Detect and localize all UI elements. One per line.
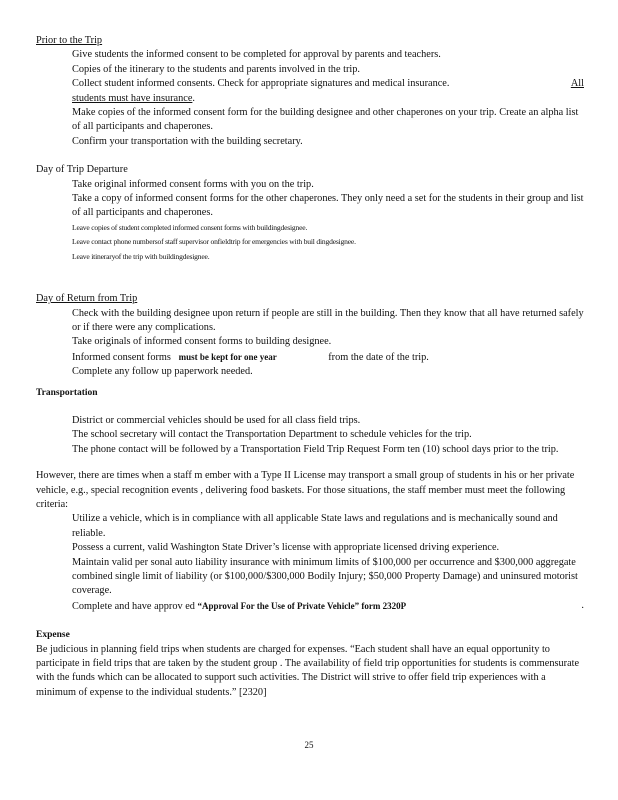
kept-emphasis: must be kept for one year (178, 351, 277, 362)
list-item: Informed consent forms must be kept for one year from the date of the trip. (72, 351, 429, 363)
list-item: Maintain valid per sonal auto liability insurance with minimum limits of $100,000 per occurrence and $300,000 aggregate combined single limit of liability (or $100,000/$300,000 Bodily Injury; $50,000 Property Damage) and uninsured motorist coverage. (72, 556, 578, 597)
transportation-list (36, 414, 584, 457)
list-item: District or commercial vehicles should be used for all class field trips. (72, 414, 361, 426)
prior-list (36, 48, 584, 149)
insurance-note: All (570, 78, 584, 90)
document-page (36, 34, 584, 700)
return-list (36, 307, 584, 380)
transportation-heading: Transportation (36, 387, 98, 398)
list-item: Collect student informed consents. Check for appropriate signatures and medical insurance. All students must have insurance. (72, 78, 584, 104)
approval-form-name: “Approval For the Use of Private Vehicle” form 2320P (197, 600, 407, 611)
list-item: Give students the informed consent to be completed for approval by parents and teachers. (72, 49, 441, 61)
list-item: Confirm your transportation with the building secretary. (72, 135, 303, 147)
list-item: Leave contact phone numbersof staff supervisor onfieldtrip for emergencies with buil dingdesignee. (72, 237, 356, 247)
departure-heading: Day of Trip Departure (36, 164, 128, 176)
list-item: Utilize a vehicle, which is in compliance with all applicable State laws and regulations and is mechanically sound and reliable. (72, 513, 558, 539)
page-number: 25 (304, 740, 314, 750)
list-item: Make copies of the informed consent form for the building designee and other chaperones on your trip. Create an alpha list of all participants and chaperones. (72, 107, 579, 133)
departure-small-list (36, 221, 584, 264)
list-item: Leave copies of student completed informed consent forms with buildingdesignee. (72, 222, 308, 232)
departure-list (36, 178, 584, 221)
return-heading: Day of Return from Trip (36, 293, 138, 305)
criteria-list (36, 512, 584, 614)
list-item: Complete any follow up paperwork needed. (72, 366, 253, 378)
prior-heading: Prior to the Trip (36, 35, 103, 46)
list-item: The school secretary will contact the Transportation Department to schedule vehicles for the trip. (72, 429, 472, 441)
list-item: Leave itineraryof the trip with buildingdesignee. (72, 251, 210, 261)
list-item: Check with the building designee upon return if people are still in the building. Then they know that all have returned safely or if there were any complications. (72, 307, 584, 333)
list-item: Complete and have approv ed “Approval For the Use of Private Vehicle” form 2320P . (72, 599, 584, 612)
list-item: Possess a current, valid Washington State Driver’s license with appropriate licensed driving experience. (72, 542, 500, 554)
list-item: Take a copy of informed consent forms for the other chaperones. They only need a set for the students in their group and list of all participants and chaperones. (72, 193, 584, 219)
private-vehicle-paragraph: However, there are times when a staff m ember with a Type II License may transport a small group of students in his or her private vehicle, e.g., special recognition events , delivering food baskets. For those situations, the staff member must meet the following criteria: (36, 470, 575, 510)
expense-paragraph: Be judicious in planning field trips when students are charged for expenses. “Each student shall have an equal opportunity to participate in field trips that are taken by the student group . The availability of field trip opportunities for students is commensurate with the funds which can be allocated to support such activities. The District will strive to offer field trip experiences with a minimum of expense to the individual students.” [2320] (36, 643, 580, 698)
expense-heading: Expense (36, 630, 70, 641)
list-item: Take originals of informed consent forms to building designee. (72, 336, 332, 348)
list-item: Take original informed consent forms with you on the trip. (72, 178, 314, 190)
list-item: The phone contact will be followed by a Transportation Field Trip Request Form ten (10) school days prior to the trip. (72, 443, 559, 455)
insurance-note-cont: students must have insurance (72, 92, 193, 104)
list-item: Copies of the itinerary to the students and parents involved in the trip. (72, 63, 360, 75)
